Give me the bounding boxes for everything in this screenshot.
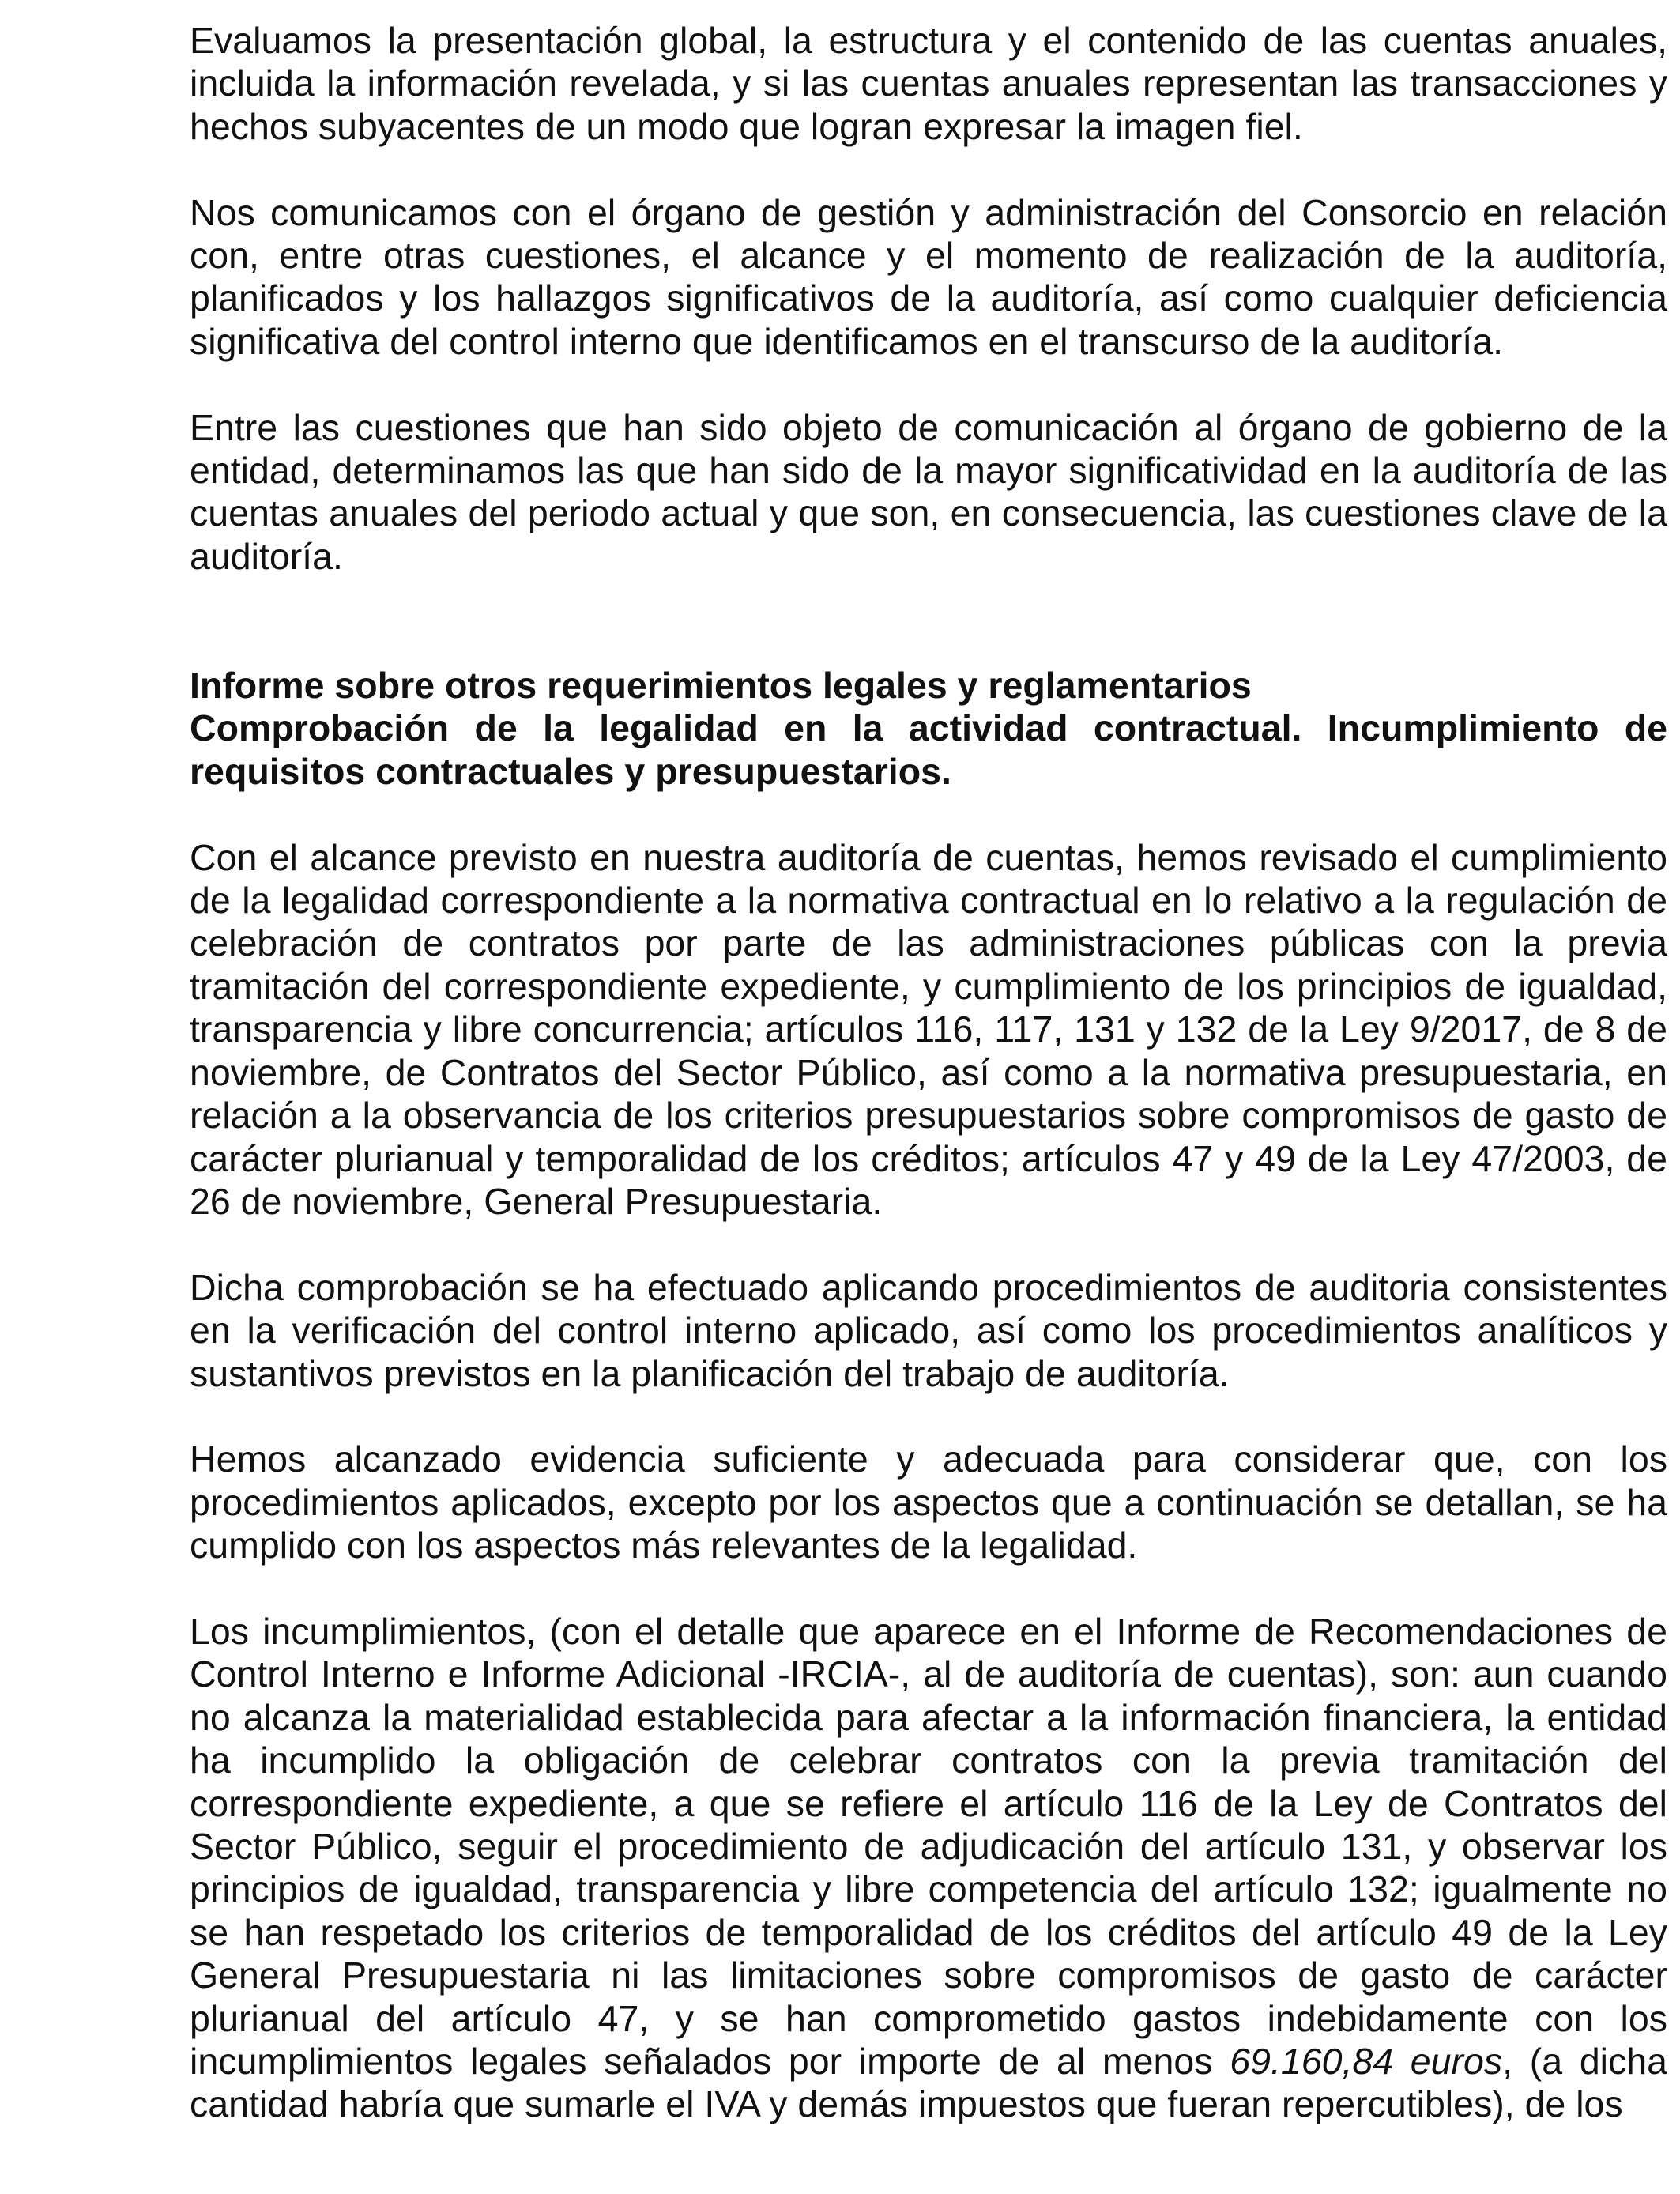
noncompliance-text-before: Los incumplimientos, (con el detalle que aparece en el Informe de Recomendaciones de Control Interno e Informe Adicional -IRCIA-, al de auditoría de cuentas), son: aun cuando no alcanza la materialidad establecida para afectar a la información financiera, la entidad ha incumplido la obligación de celebrar contratos con la previa tramitación del correspondiente expediente, a que se refiere el artículo 116 de la Ley de Contratos del Sector Público, seguir el procedimiento de adjudicación del artículo 131, y observar los principios de igualdad, transparencia y libre competencia del artículo 132; igualmente no se han respetado los criterios de temporalidad de los créditos del artículo 49 de la Ley General Presupuestaria ni las limitaciones sobre compromisos de gasto de carácter plurianual del artículo 47, y se han comprometido gastos indebidamente con los incumplimientos legales señalados por importe de al menos — [190, 1610, 1667, 2082]
paragraph-communication: Nos comunicamos con el órgano de gestión y administración del Consorcio en relación con, entre otras cuestiones, el alcance y el momento de realización de la auditoría, planificados y los hallazgos significativos de la auditoría, así como cualquier deficiencia significativa del control interno que identificamos en el transcurso de la auditoría. — [190, 191, 1667, 362]
noncompliance-text-after: , (a dicha cantidad habría que sumarle el IVA y demás impuestos que fueran repercutibles), de los — [190, 2040, 1667, 2125]
paragraph-noncompliance — [190, 1610, 1667, 2126]
section-subheading: Comprobación de la legalidad en la actividad contractual. Incumplimiento de requisitos contractuales y presupuestarios. — [190, 707, 1667, 792]
paragraph-presentation: Evaluamos la presentación global, la estructura y el contenido de las cuentas anuales, incluida la información revelada, y si las cuentas anuales representan las transacciones y hechos subyacentes de un modo que logran expresar la imagen fiel. — [190, 20, 1667, 147]
paragraph-evidence: Hemos alcanzado evidencia suficiente y adecuada para considerar que, con los procedimientos aplicados, excepto por los aspectos que a continuación se detallan, se ha cumplido con los aspectos más relevantes de la legalidad. — [190, 1438, 1667, 1566]
noncompliance-amount: 69.160,84 euros — [1230, 2040, 1503, 2082]
section-heading: Informe sobre otros requerimientos legales y reglamentarios — [190, 665, 1252, 707]
paragraph-scope: Con el alcance previsto en nuestra auditoría de cuentas, hemos revisado el cumplimiento de la legalidad correspondiente a la normativa contractual en lo relativo a la regulación de celebración de contratos por parte de las administraciones públicas con la previa tramitación del correspondiente expediente, y cumplimiento de los principios de igualdad, transparencia y libre concurrencia; artículos 116, 117, 131 y 132 de la Ley 9/2017, de 8 de noviembre, de Contratos del Sector Público, así como a la normativa presupuestaria, en relación a la observancia de los criterios presupuestarios sobre compromisos de gasto de carácter plurianual y temporalidad de los créditos; artículos 47 y 49 de la Ley 47/2003, de 26 de noviembre, General Presupuestaria. — [190, 836, 1667, 1222]
paragraph-procedures: Dicha comprobación se ha efectuado aplicando procedimientos de auditoria consistentes en la verificación del control interno aplicado, así como los procedimientos analíticos y sustantivos previstos en la planificación del trabajo de auditoría. — [190, 1266, 1667, 1394]
document-page — [190, 19, 1667, 2169]
paragraph-key-matters: Entre las cuestiones que han sido objeto de comunicación al órgano de gobierno de la entidad, determinamos las que han sido de la mayor significatividad en la auditoría de las cuentas anuales del periodo actual y que son, en consecuencia, las cuestiones clave de la auditoría. — [190, 406, 1667, 577]
